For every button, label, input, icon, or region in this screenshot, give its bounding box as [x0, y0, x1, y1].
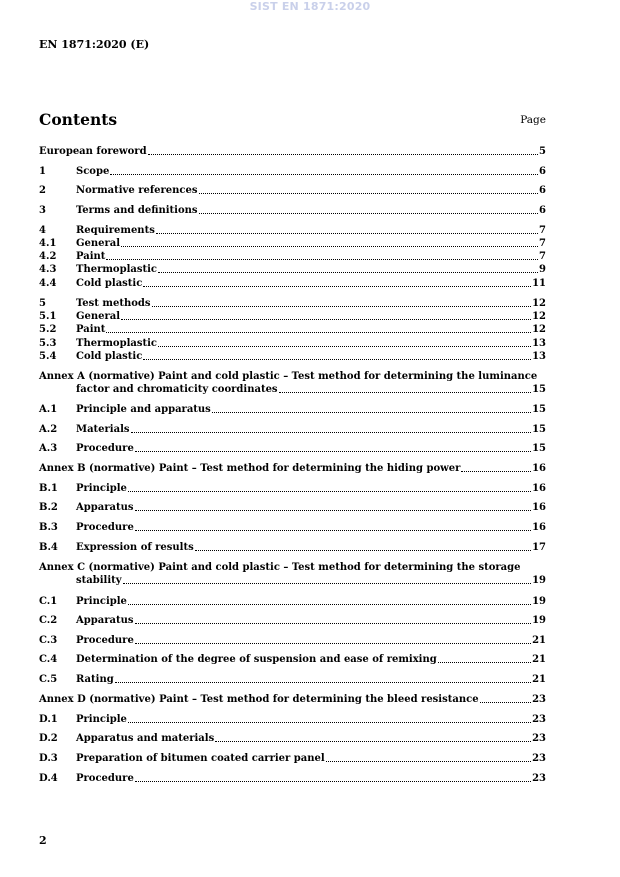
toc-leader-dots	[110, 165, 538, 175]
toc-entry-number: A.2	[39, 424, 58, 435]
toc-leader-dots	[106, 323, 531, 333]
toc-entry[interactable]	[39, 541, 546, 554]
toc-entry-number: 4.1	[39, 238, 57, 249]
toc-entry[interactable]	[39, 224, 546, 237]
toc-entry-page: 12	[532, 311, 546, 322]
toc-leader-dots	[135, 772, 531, 782]
toc-entry-title: factor and chromaticity coordinates	[76, 384, 278, 395]
toc-entry-title: Apparatus and materials	[76, 733, 215, 744]
toc-entry[interactable]	[39, 250, 546, 263]
toc-leader-dots	[143, 277, 531, 287]
toc-leader-dots	[123, 574, 532, 584]
toc-entry-page: 15	[532, 424, 546, 435]
toc-leader-dots	[128, 482, 531, 492]
toc-entry-title: Annex D (normative) Paint – Test method for determining the bleed resistance	[39, 694, 479, 705]
toc-leader-dots	[106, 250, 538, 260]
toc-entry-number: C.5	[39, 674, 58, 685]
toc-entry[interactable]	[39, 297, 546, 310]
toc-entry-number: D.4	[39, 773, 58, 784]
annex-c-heading-line[interactable]: Annex C (normative) Paint and cold plastic – Test method for determining the storage	[39, 562, 521, 573]
toc-leader-dots	[438, 653, 531, 663]
toc-entry-title: Materials	[76, 424, 130, 435]
toc-entry-page: 23	[532, 733, 546, 744]
toc-leader-dots	[461, 462, 531, 472]
toc-page-column-label: Page	[520, 114, 546, 126]
toc-entry-page: 15	[532, 404, 546, 415]
toc-entry[interactable]	[39, 752, 546, 765]
toc-leader-dots	[135, 442, 531, 452]
toc-entry-number: 5.3	[39, 338, 57, 349]
toc-leader-dots	[121, 237, 538, 247]
toc-entry-title: Procedure	[76, 522, 134, 533]
toc-leader-dots	[156, 224, 538, 234]
toc-leader-dots	[199, 204, 539, 214]
toc-entry[interactable]	[39, 713, 546, 726]
toc-entry-page: 23	[532, 773, 546, 784]
watermark: SIST EN 1871:2020	[249, 0, 371, 13]
toc-entry-page: 12	[532, 298, 546, 309]
toc-entry[interactable]	[39, 277, 546, 290]
toc-entry[interactable]	[39, 165, 546, 178]
toc-entry[interactable]	[39, 574, 546, 587]
toc-entry-number: D.3	[39, 753, 58, 764]
toc-entry-number: C.2	[39, 615, 58, 626]
toc-entry-page: 19	[532, 596, 546, 607]
toc-entry-number: 5	[39, 298, 46, 309]
toc-entry[interactable]	[39, 403, 546, 416]
toc-leader-dots	[199, 184, 539, 194]
toc-entry-page: 13	[532, 338, 546, 349]
toc-entry[interactable]	[39, 184, 546, 197]
toc-entry-page: 5	[539, 146, 546, 157]
toc-entry-number: 3	[39, 205, 46, 216]
toc-leader-dots	[121, 310, 531, 320]
toc-leader-dots	[143, 350, 531, 360]
toc-leader-dots	[158, 337, 531, 347]
toc-entry-number: 5.1	[39, 311, 57, 322]
toc-entry[interactable]	[39, 337, 546, 350]
toc-entry-title: Preparation of bitumen coated carrier panel	[76, 753, 325, 764]
toc-title: Contents	[39, 110, 118, 129]
toc-leader-dots	[135, 501, 532, 511]
toc-entry-title: Annex B (normative) Paint – Test method for determining the hiding power	[39, 463, 461, 474]
toc-entry-title: Apparatus	[76, 615, 134, 626]
toc-leader-dots	[135, 634, 531, 644]
toc-entry-title: Principle	[76, 714, 127, 725]
toc-leader-dots	[128, 595, 531, 605]
toc-entry-title: Cold plastic	[76, 351, 143, 362]
toc-entry-title: Expression of results	[76, 542, 194, 553]
toc-entry[interactable]	[39, 732, 546, 745]
toc-entry[interactable]	[39, 310, 546, 323]
page-number: 2	[39, 834, 47, 847]
toc-leader-dots	[131, 423, 532, 433]
toc-entry[interactable]	[39, 614, 546, 627]
toc-entry[interactable]	[39, 673, 546, 686]
toc-entry[interactable]	[39, 595, 546, 608]
toc-entry-page: 21	[532, 674, 546, 685]
toc-entry-title: European foreword	[39, 146, 147, 157]
toc-entry-title: Cold plastic	[76, 278, 143, 289]
toc-entry-title: Principle and apparatus	[76, 404, 211, 415]
toc-entry-page: 6	[539, 185, 546, 196]
toc-entry-title: Rating	[76, 674, 114, 685]
toc-leader-dots	[152, 297, 532, 307]
toc-entry-page: 23	[532, 714, 546, 725]
toc-entry-page: 16	[532, 502, 546, 513]
toc-entry-page: 11	[532, 278, 546, 289]
toc-entry-page: 16	[532, 483, 546, 494]
toc-entry[interactable]	[39, 442, 546, 455]
toc-entry-number: B.1	[39, 483, 58, 494]
toc-entry-number: 1	[39, 166, 46, 177]
toc-entry-page: 12	[532, 324, 546, 335]
toc-entry-page: 17	[532, 542, 546, 553]
toc-entry-title: stability	[76, 575, 122, 586]
toc-entry-title: Principle	[76, 596, 127, 607]
toc-entry-title: General	[76, 238, 121, 249]
toc-entry-title: Normative references	[76, 185, 198, 196]
toc-entry[interactable]	[39, 263, 546, 276]
toc-entry[interactable]	[39, 350, 546, 363]
toc-entry-page: 23	[532, 694, 546, 705]
toc-entry-number: 4	[39, 225, 46, 236]
toc-entry[interactable]	[39, 145, 546, 158]
toc-entry-title: Apparatus	[76, 502, 134, 513]
toc-entry-title: Test methods	[76, 298, 151, 309]
toc-entry-page: 21	[532, 654, 546, 665]
toc-leader-dots	[135, 521, 531, 531]
toc-leader-dots	[212, 403, 531, 413]
toc-leader-dots	[326, 752, 531, 762]
toc-entry-page: 9	[539, 264, 546, 275]
document-header: EN 1871:2020 (E)	[39, 38, 150, 51]
toc-entry-title: Thermoplastic	[76, 338, 158, 349]
toc-entry-title: Requirements	[76, 225, 155, 236]
toc-entry-page: 23	[532, 753, 546, 764]
toc-entry-title: Determination of the degree of suspension and ease of remixing	[76, 654, 437, 665]
toc-entry-page: 19	[532, 615, 546, 626]
toc-entry-number: C.1	[39, 596, 58, 607]
toc-entry[interactable]	[39, 423, 546, 436]
toc-leader-dots	[215, 732, 531, 742]
toc-entry-page: 6	[539, 166, 546, 177]
toc-entry-page: 13	[532, 351, 546, 362]
toc-entry-page: 21	[532, 635, 546, 646]
toc-entry[interactable]	[39, 634, 546, 647]
toc-entry[interactable]	[39, 323, 546, 336]
toc-leader-dots	[115, 673, 531, 683]
toc-entry-number: D.1	[39, 714, 58, 725]
toc-entry-number: A.1	[39, 404, 58, 415]
toc-entry-number: 5.2	[39, 324, 57, 335]
toc-entry-title: Procedure	[76, 443, 134, 454]
toc-entry-title: Paint	[76, 251, 106, 262]
toc-entry-title: Scope	[76, 166, 110, 177]
toc-entry[interactable]	[39, 693, 546, 706]
toc-entry-title: General	[76, 311, 121, 322]
toc-entry[interactable]	[39, 653, 546, 666]
toc-entry-title: Procedure	[76, 773, 134, 784]
toc-entry-title: Procedure	[76, 635, 134, 646]
toc-entry-number: 5.4	[39, 351, 57, 362]
toc-leader-dots	[148, 145, 538, 155]
toc-entry-number: A.3	[39, 443, 58, 454]
toc-entry-page: 15	[532, 443, 546, 454]
toc-entry-title: Terms and definitions	[76, 205, 198, 216]
toc-leader-dots	[480, 693, 532, 703]
toc-entry-page: 6	[539, 205, 546, 216]
toc-entry-title: Principle	[76, 483, 127, 494]
toc-entry-page: 16	[532, 463, 546, 474]
toc-entry[interactable]	[39, 204, 546, 217]
toc-leader-dots	[158, 263, 538, 273]
toc-entry-page: 7	[539, 225, 546, 236]
toc-entry-page: 16	[532, 522, 546, 533]
toc-entry-number: 4.2	[39, 251, 57, 262]
toc-entry[interactable]	[39, 237, 546, 250]
toc-entry-page: 15	[532, 384, 546, 395]
toc-entry-page: 7	[539, 238, 546, 249]
toc-leader-dots	[135, 614, 532, 624]
toc-entry-number: C.4	[39, 654, 58, 665]
toc-entry-title: Paint	[76, 324, 106, 335]
toc-entry[interactable]	[39, 772, 546, 785]
toc-entry-number: C.3	[39, 635, 58, 646]
annex-a-heading-line[interactable]: Annex A (normative) Paint and cold plastic – Test method for determining the luminance	[39, 371, 538, 382]
toc-leader-dots	[128, 713, 531, 723]
toc-entry-number: D.2	[39, 733, 58, 744]
toc-leader-dots	[195, 541, 531, 551]
toc-entry-number: 4.4	[39, 278, 57, 289]
toc-entry[interactable]	[39, 482, 546, 495]
toc-entry-number: B.3	[39, 522, 58, 533]
toc-entry-page: 19	[532, 575, 546, 586]
toc-entry[interactable]	[39, 462, 546, 475]
toc-entry-number: 2	[39, 185, 46, 196]
toc-entry[interactable]	[39, 501, 546, 514]
toc-entry-number: B.2	[39, 502, 58, 513]
toc-entry[interactable]	[39, 521, 546, 534]
toc-entry[interactable]	[39, 383, 546, 396]
toc-entry-number: 4.3	[39, 264, 57, 275]
toc-entry-number: B.4	[39, 542, 58, 553]
toc-entry-page: 7	[539, 251, 546, 262]
toc-leader-dots	[279, 383, 532, 393]
toc-entry-title: Thermoplastic	[76, 264, 158, 275]
